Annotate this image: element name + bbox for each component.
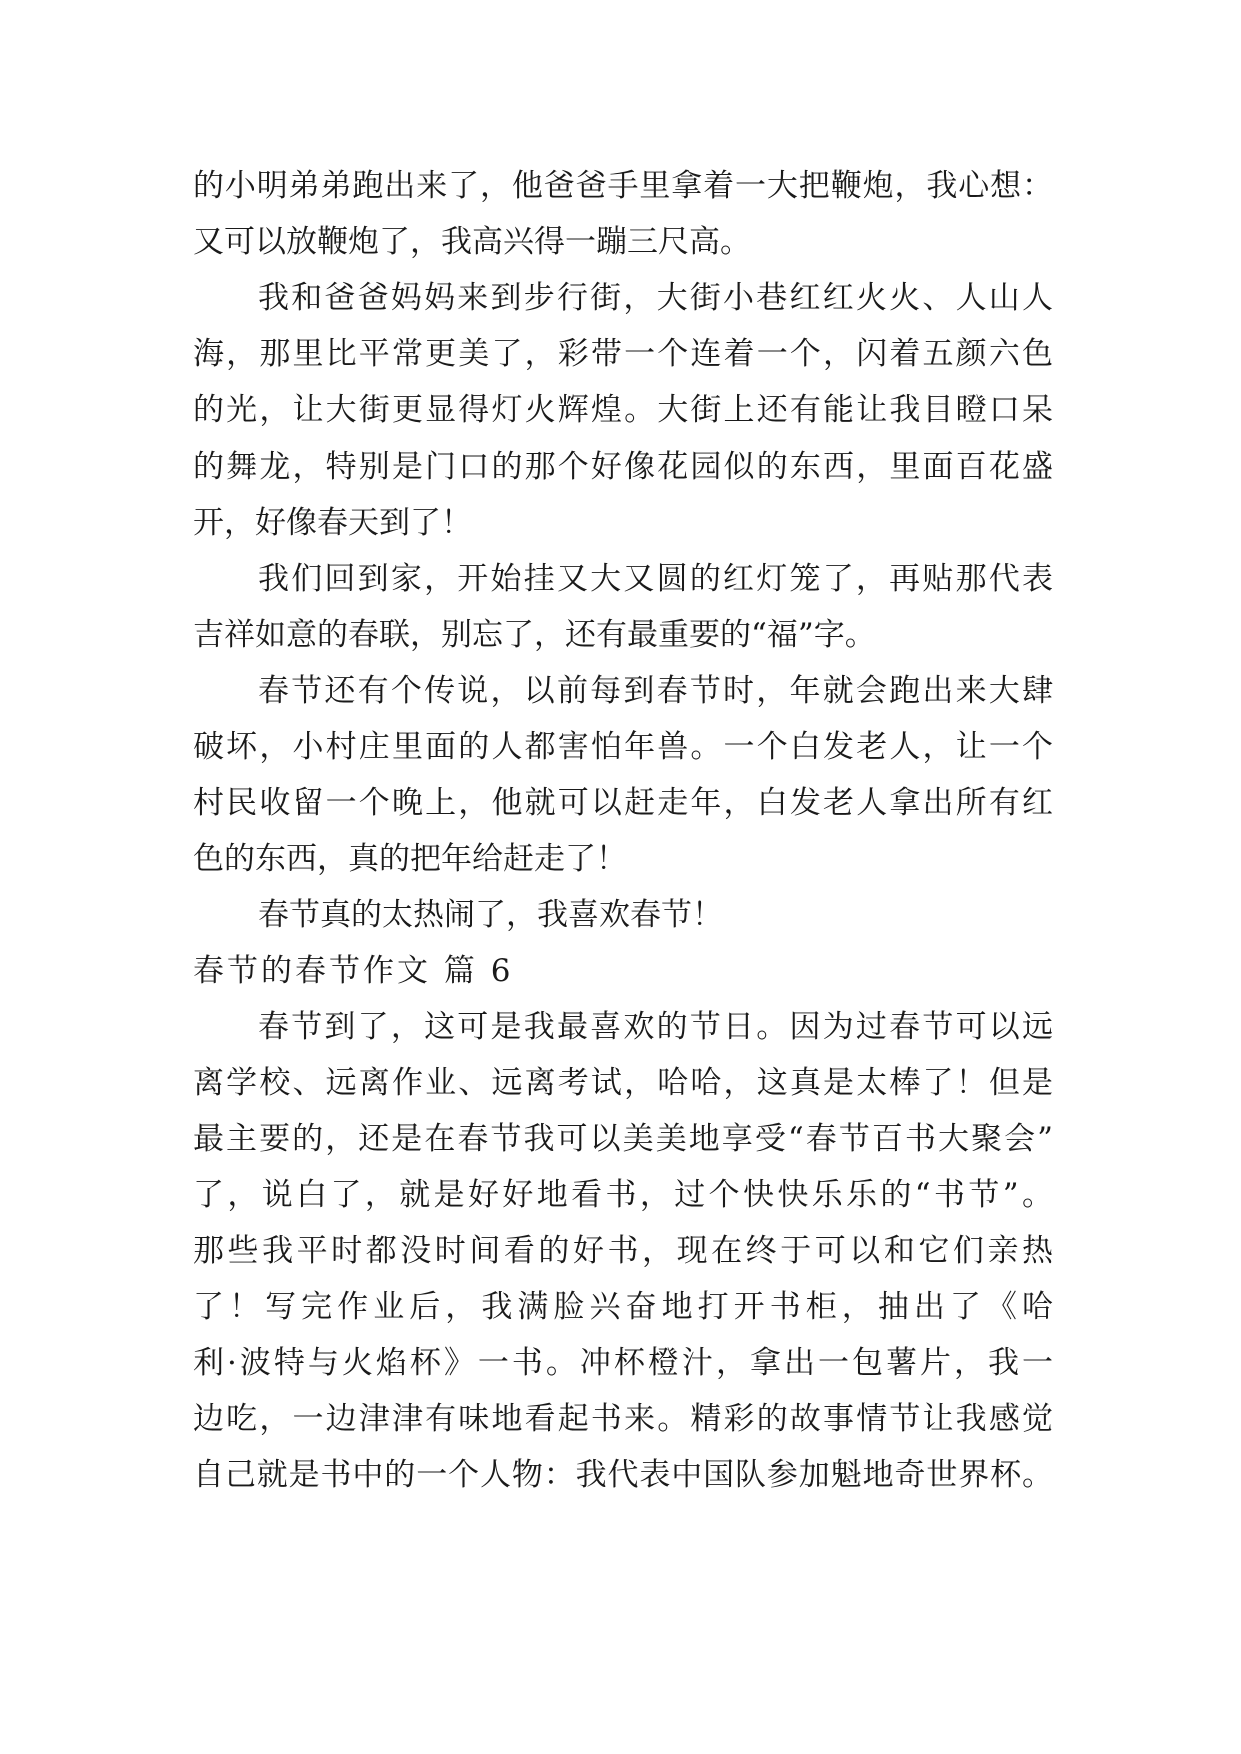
paragraph-line: 春节到了，这可是我最喜欢的节日。因为过春节可以远 <box>258 1009 1053 1045</box>
paragraph-line: 利·波特与火焰杯》一书。冲杯橙汁，拿出一包薯片，我一 <box>193 1345 1053 1381</box>
paragraph-line: 海，那里比平常更美了，彩带一个连着一个，闪着五颜六色 <box>193 336 1053 372</box>
paragraph-line: 的小明弟弟跑出来了，他爸爸手里拿着一大把鞭炮，我心想： <box>193 168 1053 204</box>
paragraph-line: 春节真的太热闹了，我喜欢春节！ <box>258 897 723 933</box>
paragraph-line: 色的东西，真的把年给赶走了！ <box>193 841 627 877</box>
paragraph-line: 边吃，一边津津有味地看起书来。精彩的故事情节让我感觉 <box>193 1401 1053 1437</box>
paragraph-line: 村民收留一个晚上，他就可以赶走年，白发老人拿出所有红 <box>193 785 1053 821</box>
paragraph-line: 我们回到家，开始挂又大又圆的红灯笼了，再贴那代表 <box>258 561 1053 597</box>
paragraph-line: 最主要的，还是在春节我可以美美地享受“春节百书大聚会” <box>193 1121 1053 1157</box>
paragraph-line: 春节还有个传说，以前每到春节时，年就会跑出来大肆 <box>258 673 1053 709</box>
paragraph-line: 离学校、远离作业、远离考试，哈哈，这真是太棒了！但是 <box>193 1065 1053 1101</box>
section-heading: 春节的春节作文 篇 6 <box>193 953 514 989</box>
paragraph-line: 那些我平时都没时间看的好书，现在终于可以和它们亲热 <box>193 1233 1053 1269</box>
paragraph-line: 的光，让大街更显得灯火辉煌。大街上还有能让我目瞪口呆 <box>193 392 1053 428</box>
paragraph-line: 了，说白了，就是好好地看书，过个快快乐乐的“书节”。 <box>193 1177 1053 1213</box>
paragraph-line: 开，好像春天到了！ <box>193 505 472 541</box>
paragraph-line: 自己就是书中的一个人物：我代表中国队参加魁地奇世界杯。 <box>193 1457 1053 1493</box>
paragraph-line: 又可以放鞭炮了，我高兴得一蹦三尺高。 <box>193 224 751 260</box>
paragraph-line: 的舞龙，特别是门口的那个好像花园似的东西，里面百花盛 <box>193 449 1053 485</box>
paragraph-line: 吉祥如意的春联，别忘了，还有最重要的“福”字。 <box>193 617 876 653</box>
paragraph-line: 了！写完作业后，我满脸兴奋地打开书柜，抽出了《哈 <box>193 1289 1053 1325</box>
paragraph-line: 我和爸爸妈妈来到步行街，大街小巷红红火火、人山人 <box>258 280 1053 316</box>
paragraph-line: 破坏，小村庄里面的人都害怕年兽。一个白发老人，让一个 <box>193 729 1053 765</box>
